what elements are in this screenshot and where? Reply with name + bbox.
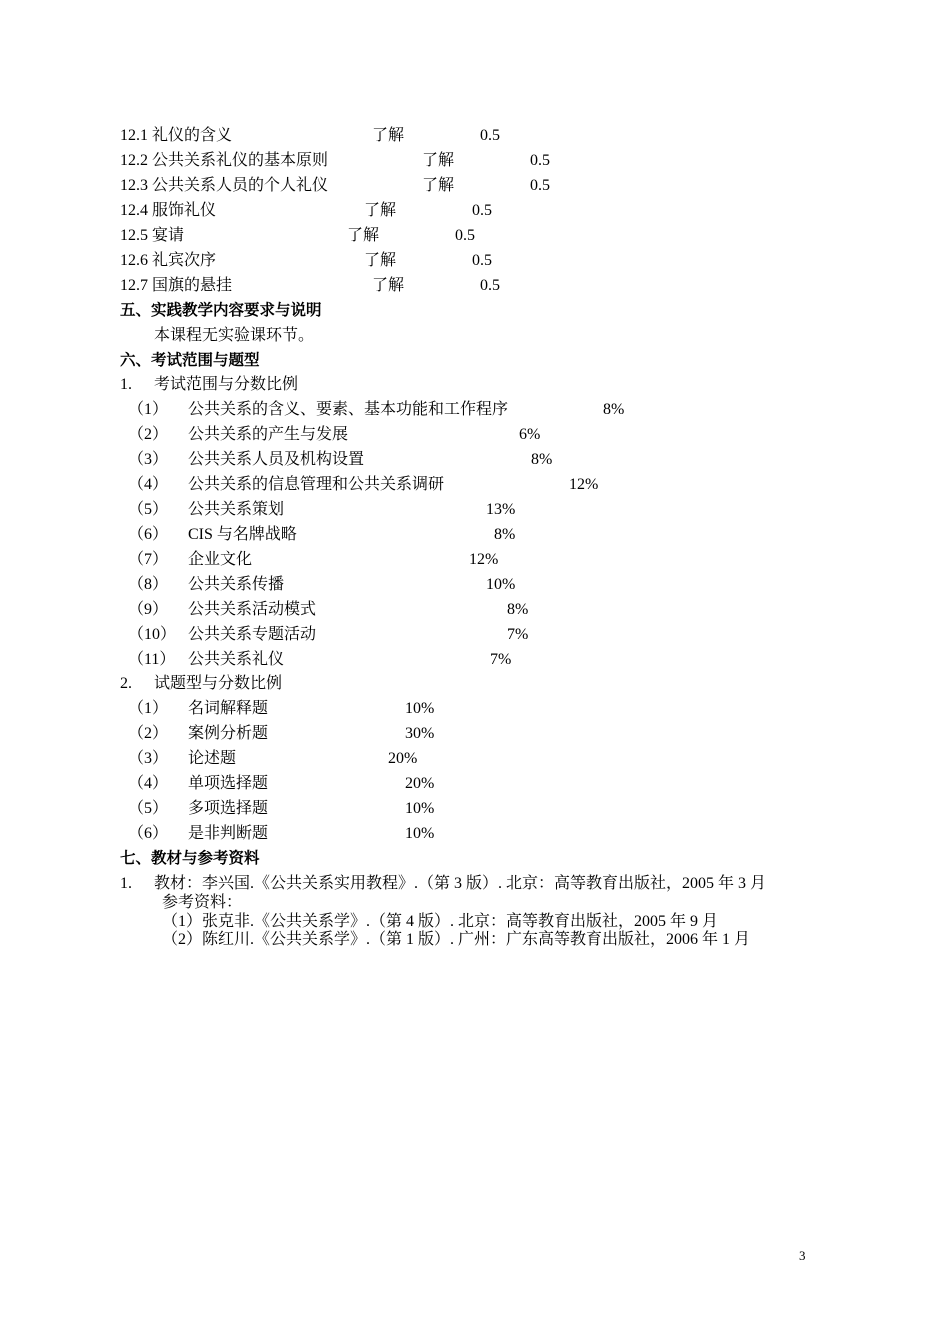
refs-title: 参考资料： — [162, 894, 243, 911]
scope-number: （3） — [128, 451, 169, 468]
scope-label: 公共关系传播 — [188, 576, 285, 593]
scope-label: 公共关系策划 — [188, 501, 285, 518]
textbook-text: 教材：李兴国.《公共关系实用教程》.（第 3 版）. 北京：高等教育出版社，2005 年 3 月 — [154, 875, 767, 892]
item-level: 了解 — [364, 202, 397, 219]
type-percent: 30% — [405, 725, 435, 742]
item-hours: 0.5 — [455, 227, 475, 244]
section5-title: 五、实践教学内容要求与说明 — [120, 302, 322, 319]
reference-item: （2）陈红川.《公共关系学》.（第 1 版）. 广州：广东高等教育出版社，2006 年 1 月 — [162, 931, 751, 948]
scope-number: （8） — [128, 576, 169, 593]
reference-item: （1）张克非.《公共关系学》.（第 4 版）. 北京：高等教育出版社，2005 年 9 月 — [162, 913, 719, 930]
type-label: 论述题 — [188, 750, 237, 767]
scope-percent: 12% — [469, 551, 499, 568]
part-title: 考试范围与分数比例 — [154, 376, 299, 393]
type-number: （5） — [128, 800, 169, 817]
type-label: 案例分析题 — [188, 725, 269, 742]
item-label: 12.6 礼宾次序 — [120, 252, 217, 269]
scope-number: （10） — [128, 626, 177, 643]
type-number: （1） — [128, 700, 169, 717]
type-label: 单项选择题 — [188, 775, 269, 792]
type-number: （2） — [128, 725, 169, 742]
scope-percent: 7% — [507, 626, 529, 643]
section5-text: 本课程无实验课环节。 — [154, 327, 315, 344]
part-title: 试题型与分数比例 — [154, 675, 283, 692]
type-percent: 20% — [388, 750, 418, 767]
type-number: （4） — [128, 775, 169, 792]
scope-label: 公共关系的含义、要素、基本功能和工作程序 — [188, 401, 509, 418]
scope-percent: 13% — [486, 501, 516, 518]
item-level: 了解 — [422, 152, 455, 169]
page-number: 3 — [799, 1248, 806, 1263]
item-hours: 0.5 — [480, 277, 500, 294]
scope-label: 企业文化 — [188, 551, 253, 568]
scope-label: CIS 与名牌战略 — [188, 526, 297, 543]
type-label: 多项选择题 — [188, 800, 269, 817]
item-label: 12.4 服饰礼仪 — [120, 202, 217, 219]
item-level: 了解 — [364, 252, 397, 269]
item-label: 12.5 宴请 — [120, 227, 185, 244]
item-label: 12.2 公共关系礼仪的基本原则 — [120, 152, 329, 169]
type-percent: 10% — [405, 825, 435, 842]
section6-title: 六、考试范围与题型 — [120, 352, 260, 369]
item-hours: 0.5 — [530, 177, 550, 194]
item-hours: 0.5 — [530, 152, 550, 169]
scope-label: 公共关系人员及机构设置 — [188, 451, 365, 468]
scope-label: 公共关系的产生与发展 — [188, 426, 349, 443]
item-hours: 0.5 — [472, 202, 492, 219]
item-hours: 0.5 — [480, 127, 500, 144]
scope-label: 公共关系礼仪 — [188, 651, 285, 668]
item-level: 了解 — [372, 127, 405, 144]
scope-number: （7） — [128, 551, 169, 568]
item-label: 12.3 公共关系人员的个人礼仪 — [120, 177, 329, 194]
scope-percent: 8% — [494, 526, 516, 543]
scope-label: 公共关系活动模式 — [188, 601, 317, 618]
item-level: 了解 — [422, 177, 455, 194]
type-percent: 20% — [405, 775, 435, 792]
part-number: 1. — [120, 376, 132, 393]
scope-number: （6） — [128, 526, 169, 543]
item-hours: 0.5 — [472, 252, 492, 269]
scope-number: （9） — [128, 601, 169, 618]
type-label: 是非判断题 — [188, 825, 269, 842]
type-percent: 10% — [405, 700, 435, 717]
scope-percent: 12% — [569, 476, 599, 493]
type-label: 名词解释题 — [188, 700, 269, 717]
scope-percent: 8% — [603, 401, 625, 418]
scope-number: （5） — [128, 501, 169, 518]
item-label: 12.1 礼仪的含义 — [120, 127, 233, 144]
type-number: （6） — [128, 825, 169, 842]
part-number: 2. — [120, 675, 132, 692]
type-number: （3） — [128, 750, 169, 767]
scope-percent: 8% — [531, 451, 553, 468]
type-percent: 10% — [405, 800, 435, 817]
scope-percent: 8% — [507, 601, 529, 618]
scope-number: （1） — [128, 401, 169, 418]
item-level: 了解 — [372, 277, 405, 294]
scope-number: （11） — [128, 651, 176, 668]
scope-percent: 6% — [519, 426, 541, 443]
item-level: 了解 — [347, 227, 380, 244]
scope-label: 公共关系专题活动 — [188, 626, 317, 643]
scope-number: （2） — [128, 426, 169, 443]
scope-percent: 10% — [486, 576, 516, 593]
section7-title: 七、教材与参考资料 — [120, 850, 260, 867]
item-label: 12.7 国旗的悬挂 — [120, 277, 233, 294]
scope-number: （4） — [128, 476, 169, 493]
scope-percent: 7% — [490, 651, 512, 668]
scope-label: 公共关系的信息管理和公共关系调研 — [188, 476, 445, 493]
textbook-number: 1. — [120, 875, 132, 892]
